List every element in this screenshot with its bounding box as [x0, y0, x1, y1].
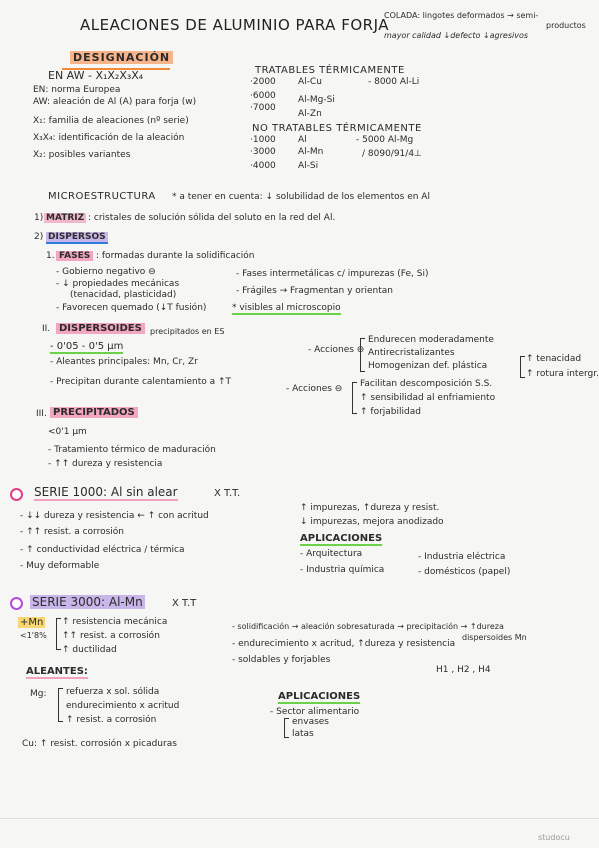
serie3000-xtt: X T.T [172, 598, 197, 609]
serie3000-item: - soldables y forjables [232, 655, 331, 665]
fases-label: FASES [56, 252, 93, 261]
matriz-label: MATRIZ [46, 213, 85, 223]
mg-label: Mg: [30, 689, 47, 699]
acciones-neg: - Acciones ⊖ [286, 384, 343, 394]
acciones-item: Endurecen moderadamente [368, 335, 494, 345]
designacion-line: X₂: posibles variantes [33, 150, 131, 160]
micro-header: MICROESTRUCTURA [48, 191, 156, 202]
serie1000-item: - ↑↑ resist. a corrosión [20, 527, 125, 537]
aplicacion-item: - Sector alimentario [270, 707, 360, 717]
acciones-item: Facilitan descomposición S.S. [360, 379, 493, 389]
brace [56, 618, 61, 650]
fases-item: (tenacidad, plasticidad) [70, 290, 177, 300]
fases-item: - Favorecen quemado (↓T fusión) [56, 303, 207, 313]
serie3000-item: - endurecimiento x acritud, ↑dureza y resistencia [232, 639, 456, 649]
fases-num: 1. [46, 251, 55, 261]
aplicacion-item: envases [292, 717, 329, 727]
aplicacion-item: - Arquitectura [300, 549, 363, 559]
aplicacion-item: - domésticos (papel) [418, 567, 511, 577]
acciones-item: ↑ rotura intergr. [526, 369, 599, 379]
dispersoides-item: - Aleantes principales: Mn, Cr, Zr [50, 357, 198, 367]
designacion-line: X₁: familia de aleaciones (nº serie) [33, 116, 189, 126]
serie1000-xtt: X T.T. [214, 488, 241, 499]
acciones-item: ↑ sensibilidad al enfriamiento [360, 393, 496, 403]
serie3000-item: dispersoides Mn [462, 633, 527, 642]
serie1000-item: - ↑ conductividad eléctrica / térmica [20, 545, 185, 555]
fases-item: - Frágiles → Fragmentan y orientan [236, 286, 393, 296]
colada-note-2: mayor calidad ↓defecto ↓agresivos [384, 31, 528, 40]
aleantes-header: ALEANTES: [26, 666, 88, 677]
serie3000-item: ↑ resistencia mecánica [62, 617, 168, 627]
dispersoides-item: - 0'05 - 0'5 µm [50, 341, 124, 352]
serie-extra: / 8090/91/4⊥ [362, 149, 422, 159]
mg-item: ↑ resist. a corrosión [66, 715, 157, 725]
designacion-formula: EN AW - X₁X₂X₃X₄ [48, 69, 144, 82]
serie-code: ·4000 [250, 161, 276, 171]
precipitados-item: - ↑↑ dureza y resistencia [48, 459, 163, 469]
matriz-num: 1) [34, 213, 44, 223]
precipitados-item: - Tratamiento térmico de maduración [48, 445, 216, 455]
micro-note: * a tener en cuenta: ↓ solubilidad de los elementos en Al [172, 192, 430, 202]
brace [360, 338, 365, 372]
dispersoides-num: II. [42, 324, 51, 334]
fases-desc: : formadas durante la solidificación [96, 251, 255, 261]
brace [352, 382, 357, 414]
mg-item: endurecimiento x acritud [66, 701, 180, 711]
serie1000-item: - ↓↓ dureza y resistencia ← ↑ con acritud [20, 511, 209, 521]
serie-code: ·3000 [250, 147, 276, 157]
dispersoides-label: DISPERSOIDES [56, 324, 145, 335]
acciones-item: Homogenizan def. plástica [368, 361, 488, 371]
serie-alloy: Al-Mg-Si [298, 95, 335, 105]
serie-bullet-icon [10, 488, 23, 501]
colada-note-b: productos [546, 21, 586, 30]
designacion-header: DESIGNACIÓN [70, 52, 173, 64]
dispersoides-note: precipitados en ES [150, 327, 225, 336]
serie-extra: - 8000 Al-Li [368, 77, 420, 87]
tratables-header: TRATABLES TÉRMICAMENTE [255, 65, 405, 76]
acciones-item: Antirecristalizantes [368, 348, 455, 358]
serie-alloy: Al-Cu [298, 77, 322, 87]
aplicacion-item: - Industria eléctrica [418, 552, 506, 562]
colada-note: COLADA: lingotes deformados → semi- [384, 11, 539, 20]
fases-item: - Gobierno negativo ⊖ [56, 267, 156, 277]
serie1000-title: SERIE 1000: Al sin alear [34, 485, 178, 499]
brace [58, 688, 63, 722]
serie3000-item: ↑ ductilidad [62, 645, 117, 655]
serie-code: ·2000 [250, 77, 276, 87]
footer-brand: studocu [538, 833, 570, 842]
serie1000-apl: APLICACIONES [300, 533, 383, 544]
serie-alloy: Al-Si [298, 161, 319, 171]
serie-code: ·1000 [250, 135, 276, 145]
serie3000-apl: APLICACIONES [278, 691, 361, 702]
serie3000-codes: H1 , H2 , H4 [436, 665, 491, 675]
designacion-line: EN: norma Europea [33, 85, 121, 95]
fases-item: * visibles al microscopio [232, 303, 341, 313]
serie1000-item: ↓ impurezas, mejora anodizado [300, 517, 444, 527]
serie1000-item: - Muy deformable [20, 561, 100, 571]
cu-item: Cu: ↑ resist. corrosión x picaduras [22, 739, 177, 749]
mg-item: refuerza x sol. sólida [66, 687, 160, 697]
serie3000-mn: +Mn [20, 617, 44, 628]
serie-bullet-icon [10, 597, 23, 610]
serie-alloy: Al [298, 135, 307, 145]
serie-code: ·7000 [250, 103, 276, 113]
designacion-line: AW: aleación de Al (A) para forja (w) [33, 97, 197, 107]
brace [520, 356, 525, 378]
serie3000-item: ↑↑ resist. a corrosión [62, 631, 160, 641]
designacion-line: X₃X₄: identificación de la aleación [33, 133, 185, 143]
acciones-pos: - Acciones ⊕ [308, 345, 365, 355]
aplicacion-item: - Industria química [300, 565, 385, 575]
matriz-text: : cristales de solución sólida del soluto en la red del Al. [88, 213, 336, 223]
dispersos-label: DISPERSOS [48, 232, 106, 242]
acciones-item: ↑ forjabilidad [360, 407, 421, 417]
precipitados-num: III. [36, 409, 47, 419]
serie-code: ·6000 [250, 91, 276, 101]
dispersos-num: 2) [34, 232, 44, 242]
serie-alloy: Al-Zn [298, 109, 322, 119]
precipitados-label: PRECIPITADOS [50, 408, 138, 419]
serie3000-title: SERIE 3000: Al-Mn [32, 595, 143, 609]
serie3000-item: - solidificación → aleación sobresaturada → precipitación → ↑dureza [232, 622, 504, 631]
fases-item: - Fases intermetálicas c/ impurezas (Fe, Si) [236, 269, 429, 279]
dispersoides-item: - Precipitan durante calentamiento a ↑T [50, 377, 232, 387]
precipitados-item: <0'1 µm [48, 427, 87, 437]
fases-item: - ↓ propiedades mecánicas [56, 279, 180, 289]
brace [284, 718, 289, 738]
serie-alloy: Al-Mn [298, 147, 324, 157]
serie3000-pct: <1'8% [20, 631, 47, 640]
page-title: ALEACIONES DE ALUMINIO PARA FORJA [80, 16, 389, 34]
acciones-item: ↑ tenacidad [526, 354, 582, 364]
serie1000-item: ↑ impurezas, ↑dureza y resist. [300, 503, 440, 513]
footer-divider [0, 818, 599, 819]
serie-extra: - 5000 Al-Mg [356, 135, 414, 145]
no-tratables-header: NO TRATABLES TÉRMICAMENTE [252, 123, 422, 134]
aplicacion-item: latas [292, 729, 314, 739]
